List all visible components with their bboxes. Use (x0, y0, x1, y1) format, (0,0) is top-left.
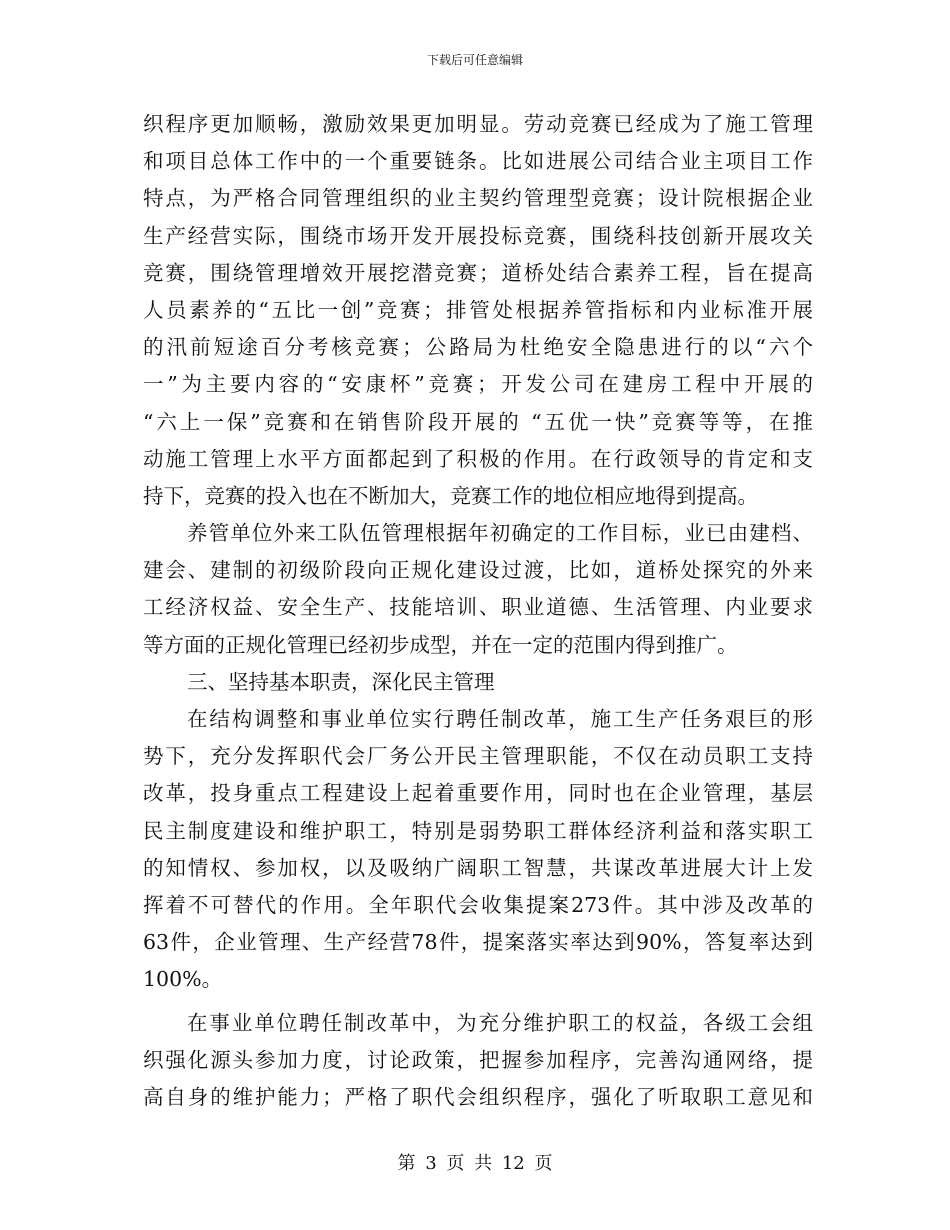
page-number: 第 3 页 共 12 页 (397, 1153, 553, 1174)
body-line-25: 在事业单位聘任制改革中，为充分维护职工的权益，各级工会组 (187, 1010, 813, 1035)
body-line-5: 竞赛，围绕管理增效开展挖潜竞赛；道桥处结合素养工程，旨在提高 (143, 260, 813, 285)
body-line-2: 和项目总体工作中的一个重要链条。比如进展公司结合业主项目工作 (143, 149, 813, 174)
body-line-8: 一”为主要内容的“安康杯”竞赛；开发公司在建房工程中开展的 (143, 372, 813, 397)
body-line-6: 人员素养的“五比一创”竞赛；排管处根据养管指标和内业标准开展 (143, 297, 813, 322)
body-line-14: 工经济权益、安全生产、技能培训、职业道德、生活管理、内业要求 (143, 595, 813, 620)
body-line-19: 改革，投身重点工程建设上起着重要作用，同时也在企业管理，基层 (143, 781, 813, 806)
body-line-3: 特点，为严格合同管理组织的业主契约管理型竞赛；设计院根据企业 (143, 186, 813, 211)
body-line-15: 等方面的正规化管理已经初步成型，并在一定的范围内得到推广。 (143, 632, 738, 657)
body-line-22: 挥着不可替代的作用。全年职代会收集提案273件。其中涉及改革的 (143, 892, 813, 917)
body-line-23: 63件，企业管理、生产经营78件，提案落实率达到90%，答复率达到 (143, 930, 813, 955)
body-line-18: 势下，充分发挥职代会厂务公开民主管理职能，不仅在动员职工支持 (143, 744, 813, 769)
body-line-27: 高自身的维护能力；严格了职代会组织程序，强化了听取职工意见和 (143, 1084, 813, 1109)
document-body (143, 106, 813, 1116)
page-header: 下载后可任意编辑 (426, 53, 523, 67)
body-line-21: 的知情权、参加权，以及吸纳广阔职工智慧，共谋改革进展大计上发 (143, 855, 813, 880)
body-line-10: 动施工管理上水平方面都起到了积极的作用。在行政领导的肯定和支 (143, 446, 813, 471)
body-line-20: 民主制度建设和维护职工，特别是弱势职工群体经济利益和落实职工 (143, 818, 813, 843)
body-line-1: 织程序更加顺畅，激励效果更加明显。劳动竞赛已经成为了施工管理 (143, 112, 813, 136)
section-heading: 三、坚持基本职责，深化民主管理 (187, 669, 495, 694)
body-line-7: 的汛前短途百分考核竞赛；公路局为杜绝安全隐患进行的以“六个 (143, 335, 813, 360)
body-line-11: 持下，竞赛的投入也在不断加大，竞赛工作的地位相应地得到提高。 (143, 483, 758, 508)
body-line-13: 建会、建制的初级阶段向正规化建设过渡，比如，道桥处探究的外来 (143, 558, 813, 583)
body-line-9: “六上一保”竞赛和在销售阶段开展的 “五优一快”竞赛等等，在推 (143, 409, 813, 434)
body-line-24: 100%。 (143, 967, 223, 992)
body-line-4: 生产经营实际，围绕市场开发开展投标竞赛，围绕科技创新开展攻关 (143, 223, 813, 248)
body-line-17: 在结构调整和事业单位实行聘任制改革，施工生产任务艰巨的形 (187, 707, 813, 731)
body-line-26: 织强化源头参加力度，讨论政策，把握参加程序，完善沟通网络，提 (143, 1047, 813, 1072)
body-line-12: 养管单位外来工队伍管理根据年初确定的工作目标，业已由建档、 (187, 521, 813, 546)
